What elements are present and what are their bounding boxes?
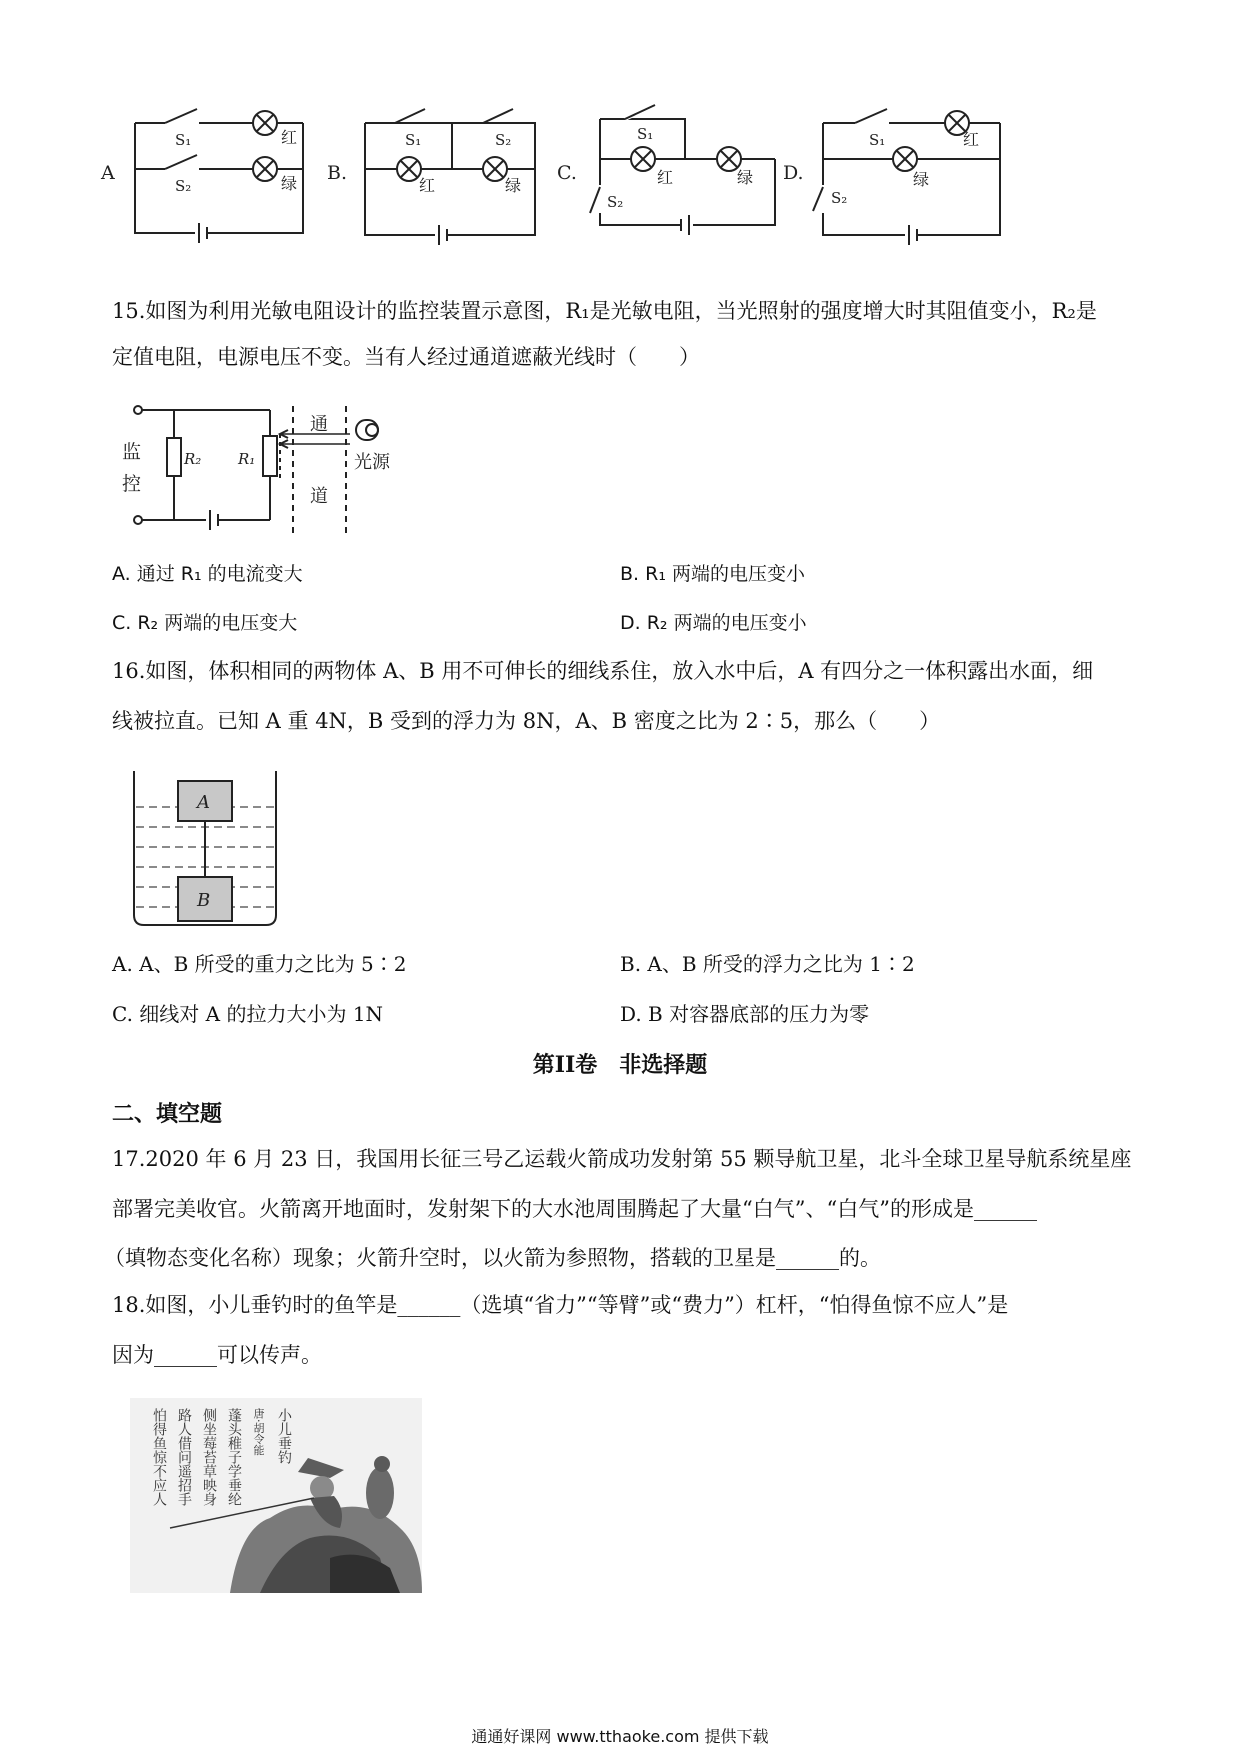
q17-line1: 17.2020 年 6 月 23 日，我国用长征三号乙运载火箭成功发射第 55 颗导航卫星，北斗全球卫星导航系统星座 xyxy=(112,1147,1132,1171)
block-b-label: B xyxy=(197,890,211,911)
q18-line2: 因为______可以传声。 xyxy=(112,1343,322,1367)
q17-line3: （填物态变化名称）现象；火箭升空时，以火箭为参照物，搭载的卫星是______的。 xyxy=(104,1246,881,1270)
q14-circuit-b xyxy=(327,109,535,245)
lamp-red-label: 红 xyxy=(419,176,436,195)
s1-label: S₁ xyxy=(637,125,654,143)
s2-label: S₂ xyxy=(831,189,848,207)
lamp-green-label: 绿 xyxy=(281,174,298,193)
section2-title: 二、填空题 xyxy=(112,1101,223,1127)
part2-title: 第II卷 非选择题 xyxy=(532,1052,708,1078)
r2-label: R₂ xyxy=(184,450,202,468)
q16-option-d[interactable]: D. B 对容器底部的压力为零 xyxy=(620,1002,870,1026)
poem-col-title: 小儿垂钓 xyxy=(276,1408,292,1464)
poem-col-author: 唐·胡令能 xyxy=(252,1408,265,1456)
q16-option-c[interactable]: C. 细线对 A 的拉力大小为 1N xyxy=(112,1002,384,1026)
q15-option-c[interactable]: C. R₂ 两端的电压变大 xyxy=(112,612,298,634)
lamp-red-label: 红 xyxy=(657,168,674,187)
q14-circuit-c xyxy=(557,105,775,235)
s1-label: S₁ xyxy=(869,131,886,149)
q18-painting xyxy=(130,1398,422,1593)
monitor-label-top: 监 xyxy=(122,441,142,463)
q18-line1: 18.如图，小儿垂钓时的鱼竿是______（选填“省力”“等臂”或“费力”）杠杆，“怕得鱼惊不应人”是 xyxy=(112,1293,1009,1317)
q14-circuit-a xyxy=(100,109,303,243)
q15-option-a[interactable]: A. 通过 R₁ 的电流变大 xyxy=(112,563,303,585)
lamp-green-label: 绿 xyxy=(913,170,930,189)
q16-option-a[interactable]: A. A、B 所受的重力之比为 5∶2 xyxy=(112,952,407,976)
q16-option-b[interactable]: B. A、B 所受的浮力之比为 1∶2 xyxy=(620,952,915,976)
s2-label: S₂ xyxy=(175,177,192,195)
q17-line2: 部署完美收官。火箭离开地面时，发射架下的大水池周围腾起了大量“白气”、“白气”的形成是______ xyxy=(112,1197,1037,1221)
lamp-green-label: 绿 xyxy=(505,176,522,195)
monitor-label-bottom: 控 xyxy=(122,473,142,495)
lamp-green-label: 绿 xyxy=(737,168,754,187)
s2-label: S₂ xyxy=(607,193,624,211)
poem-col-line2: 侧坐莓苔草映身 xyxy=(201,1408,217,1506)
q16-stem-line2: 线被拉直。已知 A 重 4N，B 受到的浮力为 8N，A、B 密度之比为 2∶5，那么（ ） xyxy=(112,709,941,733)
q14-circuit-d xyxy=(783,109,1000,245)
q15-option-d[interactable]: D. R₂ 两端的电压变小 xyxy=(620,612,807,634)
poem-col-line3: 路人借问遥招手 xyxy=(176,1408,192,1506)
q14-circuits xyxy=(95,95,1155,275)
q16-container-figure xyxy=(128,765,288,935)
page-footer[interactable]: 通通好课网 www.tthaoke.com 提供下载 xyxy=(471,1727,769,1746)
lamp-red-label: 红 xyxy=(281,128,298,147)
q15-option-b[interactable]: B. R₁ 两端的电压变小 xyxy=(620,563,805,585)
q15-stem-line1: 15.如图为利用光敏电阻设计的监控装置示意图，R₁是光敏电阻，当光照射的强度增大时其阻值变小，R₂是 xyxy=(112,299,1097,323)
s1-label: S₁ xyxy=(405,131,422,149)
block-a-label: A xyxy=(197,792,210,813)
q14-option-c-label: C. xyxy=(557,162,577,184)
poem-col-line1: 蓬头稚子学垂纶 xyxy=(226,1408,242,1506)
q14-option-a-label: A xyxy=(101,162,115,184)
q16-stem-line1: 16.如图，体积相同的两物体 A、B 用不可伸长的细线系住，放入水中后，A 有四分之一体积露出水面，细 xyxy=(112,659,1094,683)
q14-option-b-label: B. xyxy=(327,162,348,184)
q14-option-d-label: D. xyxy=(783,162,804,184)
s2-label: S₂ xyxy=(495,131,512,149)
passage-label-bottom: 道 xyxy=(310,486,328,507)
poem-text xyxy=(150,1408,292,1506)
passage-label-top: 通 xyxy=(310,414,328,435)
lamp-red-label: 红 xyxy=(963,130,980,149)
s1-label: S₁ xyxy=(175,131,192,149)
light-source-label: 光源 xyxy=(354,452,390,473)
r1-label: R₁ xyxy=(238,450,256,468)
poem-col-line4: 怕得鱼惊不应人 xyxy=(151,1408,167,1506)
q15-stem-line2: 定值电阻，电源电压不变。当有人经过通道遮蔽光线时（ ） xyxy=(112,345,700,369)
q15-circuit-figure xyxy=(118,396,428,546)
